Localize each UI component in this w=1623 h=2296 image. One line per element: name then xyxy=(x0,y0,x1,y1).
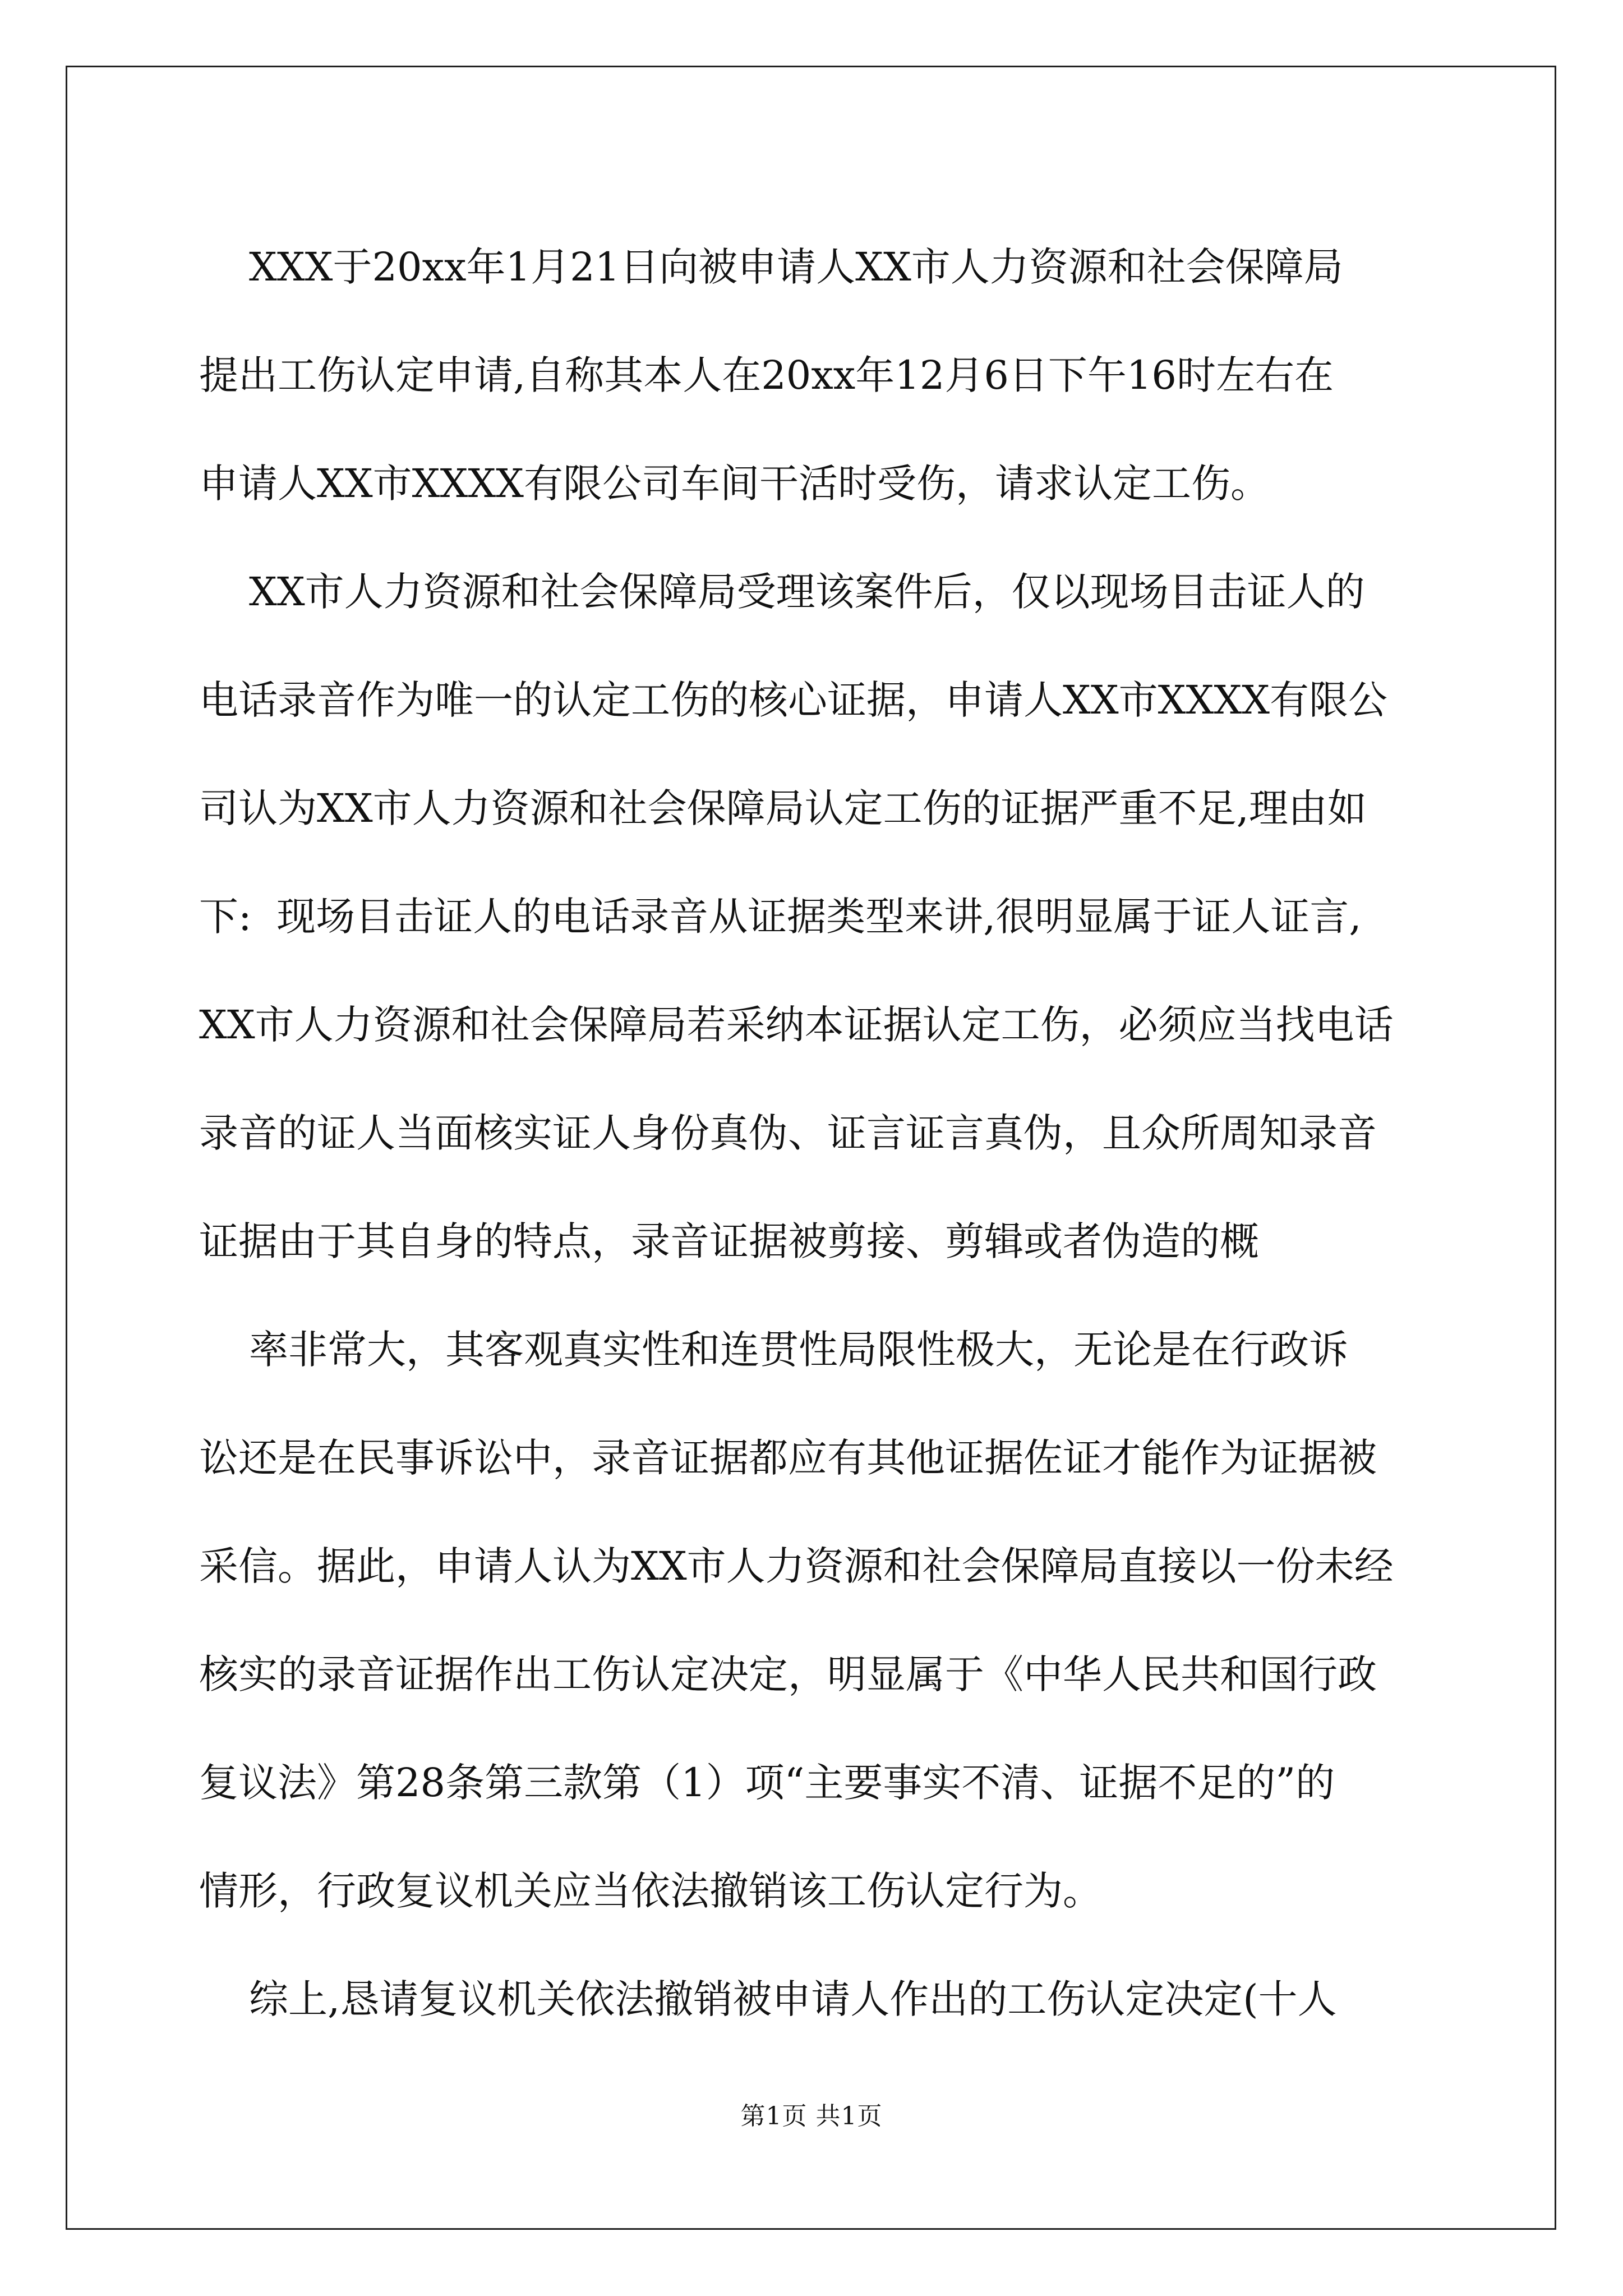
text-line: 电话录音作为唯一的认定工伤的核心证据，申请人XX市XXXX有限公 xyxy=(199,677,1388,723)
paragraph-4 xyxy=(199,1945,1427,2054)
document-body xyxy=(199,213,1427,2054)
text-line: 讼还是在民事诉讼中，录音证据都应有其他证据佐证才能作为证据被 xyxy=(199,1435,1377,1481)
paragraph-3 xyxy=(199,1296,1427,1945)
text-line: 核实的录音证据作出工伤认定决定，明显属于《中华人民共和国行政 xyxy=(199,1651,1377,1697)
paragraph-2 xyxy=(199,538,1427,1296)
text-line: 录音的证人当面核实证人身份真伪、证言证言真伪，且众所周知录音 xyxy=(199,1110,1377,1156)
text-line: 下: 现场目击证人的电话录音从证据类型来讲,很明显属于证人证言, xyxy=(199,894,1362,940)
text-line: 提出工伤认定申请,自称其本人在20xx年12月6日下午16时左右在 xyxy=(199,352,1334,398)
page-number: 第1页 共1页 xyxy=(740,2102,883,2131)
text-line: 采信。据此，申请人认为XX市人力资源和社会保障局直接以一份未经 xyxy=(199,1543,1394,1589)
text-line: 率非常大，其客观真实性和连贯性局限性极大，无论是在行政诉 xyxy=(199,1327,1349,1373)
text-line: 司认为XX市人力资源和社会保障局认定工伤的证据严重不足,理由如 xyxy=(199,785,1367,831)
text-line: 综上,恳请复议机关依法撤销被申请人作出的工伤认定决定(十人 xyxy=(199,1976,1337,2022)
text-line: XX市人力资源和社会保障局受理该案件后，仅以现场目击证人的 xyxy=(199,569,1365,615)
text-line: XXX于20xx年1月21日向被申请人XX市人力资源和社会保障局 xyxy=(199,244,1343,290)
paragraph-1 xyxy=(199,213,1427,538)
text-line: 申请人XX市XXXX有限公司车间干活时受伤，请求认定工伤。 xyxy=(199,461,1270,507)
text-line: XX市人力资源和社会保障局若采纳本证据认定工伤，必须应当找电话 xyxy=(199,1002,1394,1048)
text-line: 情形，行政复议机关应当依法撤销该工伤认定行为。 xyxy=(199,1868,1102,1914)
text-line: 证据由于其自身的特点，录音证据被剪接、剪辑或者伪造的概 xyxy=(199,1218,1259,1264)
text-line: 复议法》第28条第三款第（1）项“主要事实不清、证据不足的”的 xyxy=(199,1760,1335,1806)
